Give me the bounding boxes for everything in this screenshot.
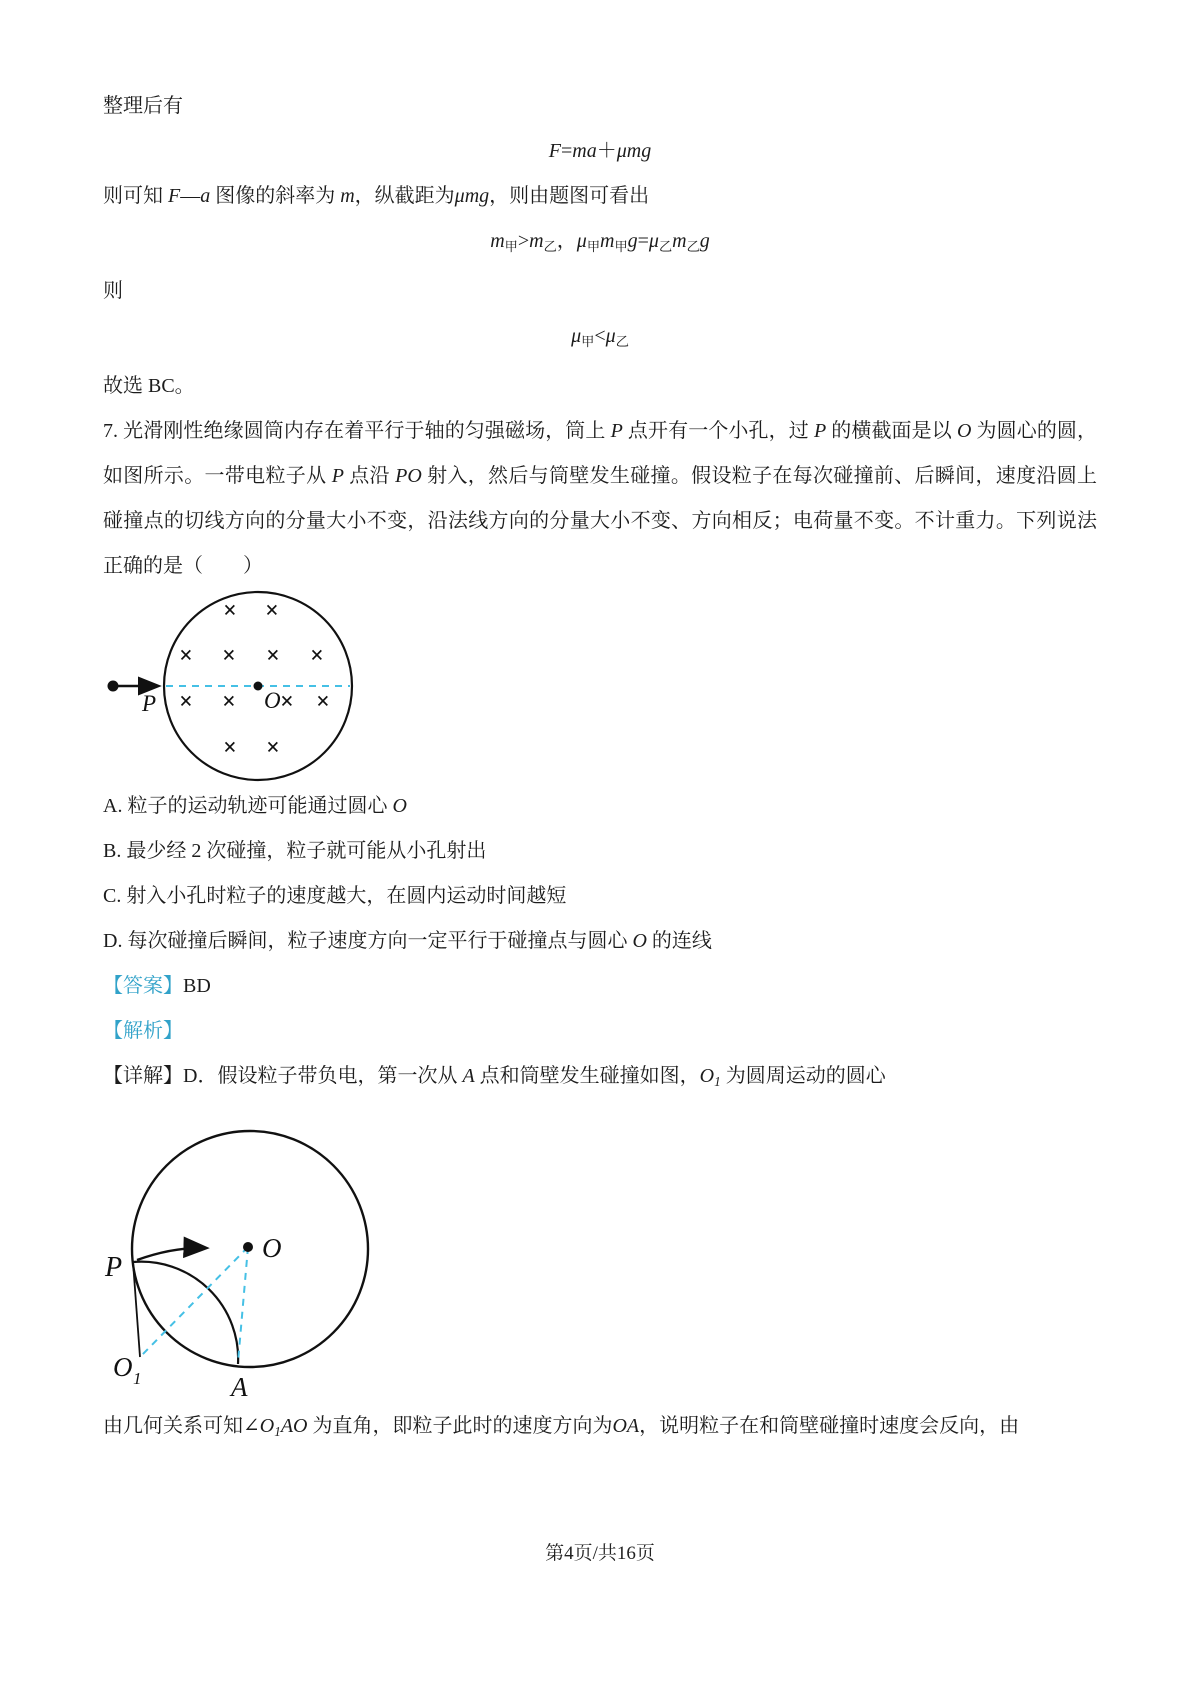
analysis-line <box>103 1009 1097 1054</box>
answer-line <box>103 964 1097 1009</box>
cross-icon: × <box>222 689 236 715</box>
formula-line <box>103 219 1097 269</box>
text-segment: A <box>462 1065 475 1087</box>
text-segment: 则可知 <box>103 185 168 207</box>
radius-P-O1-line <box>133 1262 140 1357</box>
text-segment: 【答案】 <box>103 975 183 997</box>
text-segment: 乙 <box>686 239 700 254</box>
text-segment: 【详解】D．假设粒子带负电，第一次从 <box>103 1065 463 1087</box>
paragraph <box>103 174 1097 219</box>
text-segment: 的连线 <box>646 930 712 952</box>
text-segment: O <box>259 1415 275 1437</box>
cross-icon: × <box>223 598 237 624</box>
cross-icon: × <box>265 598 279 624</box>
cross-icon: × <box>223 735 237 761</box>
text-segment: 7. 光滑刚性绝缘圆筒内存在着平行于轴的匀强磁场，筒上 <box>103 420 611 442</box>
text-segment: 甲 <box>586 239 600 254</box>
label-O: O <box>262 1233 282 1263</box>
text-segment: AO <box>280 1415 308 1437</box>
text-segment: m <box>672 230 687 252</box>
text-segment: μ <box>571 325 582 347</box>
option-b <box>103 829 1097 874</box>
text-segment: 1 <box>274 1424 281 1439</box>
text-segment: m <box>529 230 544 252</box>
text-segment: m <box>490 230 505 252</box>
text-segment: 为直角，即粒子此时的速度方向为 <box>307 1415 613 1437</box>
text-segment: 点开有一个小孔，过 <box>622 420 814 442</box>
text-segment: 乙 <box>615 334 629 349</box>
text-segment: O <box>699 1065 715 1087</box>
text-segment: 的横截面是以 <box>826 420 957 442</box>
figure-2 <box>103 1114 553 1404</box>
text-segment: ，纵截距为 <box>354 185 455 207</box>
text-segment: 由几何关系可知∠ <box>103 1415 260 1437</box>
text-segment: 整理后有 <box>103 95 183 117</box>
text-segment: 甲 <box>581 334 595 349</box>
text-segment: μmg <box>616 140 652 162</box>
cross-icon: × <box>222 643 236 669</box>
figure-1 <box>103 589 553 784</box>
cross-icon: × <box>179 689 193 715</box>
text-segment: ， <box>556 230 577 252</box>
option-d <box>103 919 1097 964</box>
text-segment: a <box>200 185 211 207</box>
dashed-line-O-A <box>238 1247 248 1362</box>
text-segment: — <box>180 185 201 207</box>
text-segment: 为圆周运动的圆心 <box>720 1065 886 1087</box>
text-segment: ，则由题图可看出 <box>489 185 650 207</box>
text-segment: 为圆心的圆，如图所示。一带电粒子从 <box>103 420 1098 487</box>
text-segment: m <box>600 230 615 252</box>
text-segment: F <box>548 140 561 162</box>
text-segment: 甲 <box>614 239 628 254</box>
text-segment: D. 每次碰撞后瞬间，粒子速度方向一定平行于碰撞点与圆心 <box>103 930 633 952</box>
text-segment: O <box>392 795 407 817</box>
text-segment: P <box>813 420 827 442</box>
text-segment: g <box>699 230 710 252</box>
cross-icon: × <box>266 643 280 669</box>
text-segment: 则 <box>103 280 123 302</box>
text-segment: = <box>637 230 649 252</box>
text-segment: P <box>331 465 344 487</box>
text-segment: 故选 BC。 <box>103 375 195 397</box>
label-A: A <box>231 1372 248 1402</box>
text-segment: 甲 <box>504 239 518 254</box>
text-segment: 【解析】 <box>103 1020 183 1042</box>
text-segment: 乙 <box>543 239 557 254</box>
label-O1: O <box>113 1352 133 1382</box>
text-segment: F <box>168 185 181 207</box>
text-segment: g <box>627 230 638 252</box>
center-dot <box>254 682 263 691</box>
text-segment: ，说明粒子在和筒壁碰撞时速度会反向，由 <box>639 1415 1020 1437</box>
cross-icon: × <box>179 643 193 669</box>
text-segment: O <box>956 420 972 442</box>
text-segment: A. 粒子的运动轨迹可能通过圆心 <box>103 795 393 817</box>
paragraph <box>103 84 1097 129</box>
option-a <box>103 784 1097 829</box>
text-segment: BD <box>183 975 211 997</box>
label-P: P <box>141 691 157 716</box>
text-segment: < <box>594 325 606 347</box>
text-segment: 射入，然后与筒壁发生碰撞。假设粒子在每次碰撞前、后瞬间，速度沿圆上碰撞点的切线方向的分量大小不变，沿法线方向的分量大小不变、方向相反；电荷量不变。不计重力。下列说法正确的是（ ） <box>103 465 1098 577</box>
text-segment: O <box>632 930 647 952</box>
text-segment: B. 最少经 2 次碰撞，粒子就可能从小孔射出 <box>103 840 487 862</box>
paragraph <box>103 269 1097 314</box>
formula-line <box>103 129 1097 174</box>
text-segment: P <box>610 420 623 442</box>
text-segment: 点沿 <box>343 465 396 487</box>
field-into-page-crosses <box>179 598 330 761</box>
text-segment: > <box>517 230 530 252</box>
text-segment: PO <box>395 465 422 487</box>
formula-line <box>103 314 1097 364</box>
label-P: P <box>105 1252 123 1283</box>
cross-icon: × <box>310 643 324 669</box>
text-segment: 乙 <box>658 239 673 254</box>
text-segment: OA <box>612 1415 640 1437</box>
center-dot-O <box>243 1242 253 1252</box>
text-segment: 点和筒壁发生碰撞如图， <box>474 1065 700 1087</box>
text-segment: μ <box>605 325 616 347</box>
question-7-text <box>103 409 1097 589</box>
page-footer: 第4页/共16页 <box>545 1543 655 1564</box>
text-segment: 图像的斜率为 <box>210 185 341 207</box>
text-segment: ＋ <box>596 140 617 162</box>
label-O1-sub: 1 <box>133 1369 142 1388</box>
cross-icon: × <box>266 735 280 761</box>
text-segment: μmg <box>454 185 490 207</box>
answer-choice-note <box>103 364 1097 409</box>
paragraph <box>103 1404 1097 1454</box>
text-segment: ma <box>572 140 597 162</box>
text-segment: C. 射入小孔时粒子的速度越大，在圆内运动时间越短 <box>103 885 567 907</box>
text-segment: = <box>561 140 573 162</box>
cross-icon: × <box>316 689 330 715</box>
text-segment: μ <box>576 230 587 252</box>
initial-velocity-arrow <box>137 1248 205 1260</box>
text-segment: μ <box>648 230 659 252</box>
cross-icon: × <box>280 689 294 715</box>
text-segment: m <box>340 185 355 207</box>
option-c <box>103 874 1097 919</box>
detail-line <box>103 1054 1097 1104</box>
text-segment: 1 <box>714 1074 721 1089</box>
label-O: O <box>264 688 281 713</box>
